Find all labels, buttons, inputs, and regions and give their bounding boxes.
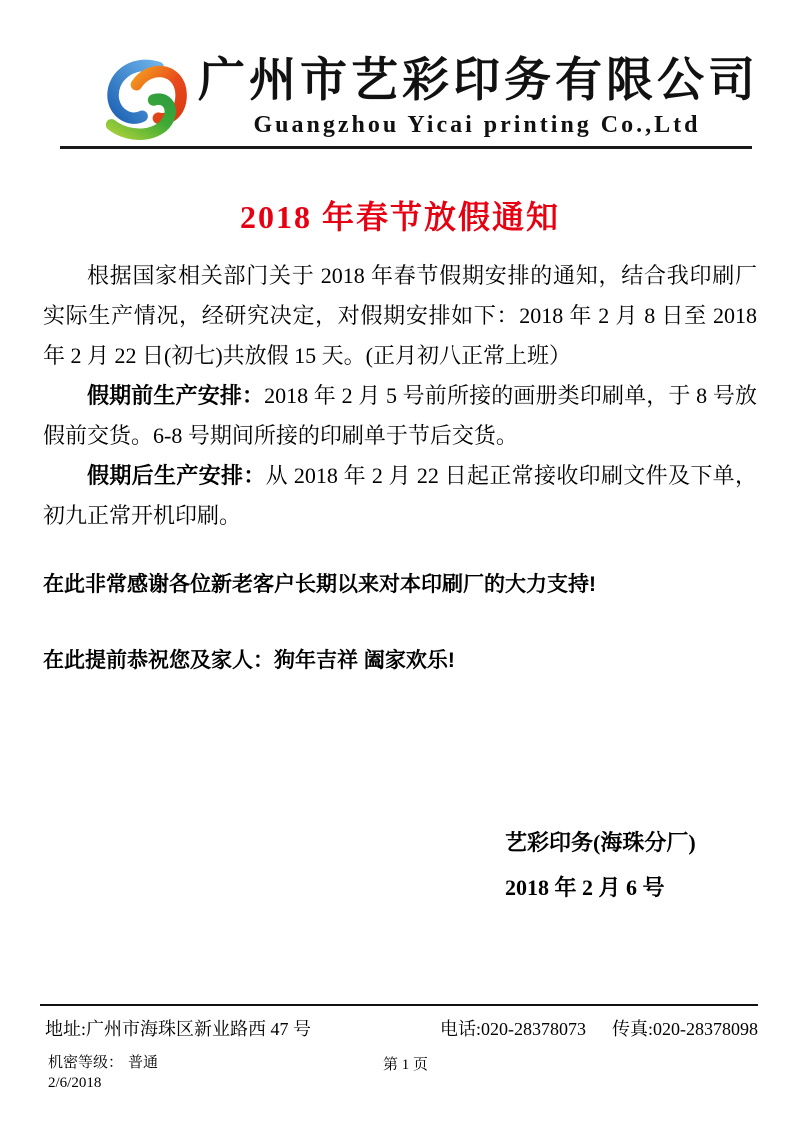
footer-address: 地址:广州市海珠区新业路西 47 号 [45, 1019, 311, 1039]
pre-holiday-label: 假期前生产安排： [87, 383, 265, 408]
company-name-en: Guangzhou Yicai printing Co.,Ltd [253, 111, 701, 138]
footer-contact-group [440, 1016, 758, 1042]
post-holiday-label: 假期后生产安排： [87, 463, 266, 488]
company-logo tri-swirl-icon [100, 57, 190, 143]
pre-holiday-text: 2018 年 2 月 5 号前所接的画册类印刷单，于 8 号放假前交货。6-8 号期间所接的印刷单于节后交货。 [43, 383, 757, 448]
thanks-line: 在此非常感谢各位新老客户长期以来对本印刷厂的大力支持! [43, 573, 596, 596]
footer-contact-row [45, 1016, 758, 1042]
classification-label: 机密等级： [48, 1055, 124, 1071]
signature-name: 艺彩印务(海珠分厂) [505, 830, 696, 855]
post-holiday-text: 从 2018 年 2 月 22 日起正常接收印刷文件及下单，初九正常开机印刷。 [43, 463, 757, 528]
company-name-cn: 广州市艺彩印务有限公司 [198, 55, 759, 107]
pre-holiday-paragraph [43, 376, 757, 456]
notice-title: 2018 年春节放假通知 [239, 199, 560, 235]
footer-fax: 传真:020-28378098 [612, 1019, 758, 1039]
post-holiday-paragraph [43, 456, 757, 536]
classification-value: 普通 [128, 1055, 159, 1071]
classification-line [48, 1054, 158, 1072]
notice-body [43, 256, 757, 536]
company-name-block [198, 55, 759, 139]
footer-divider [40, 1004, 758, 1006]
print-date: 2/6/2018 [48, 1075, 102, 1091]
wishes-line: 在此提前恭祝您及家人：狗年吉祥 阖家欢乐! [43, 649, 455, 672]
footer-phone: 电话:020-28378073 [440, 1019, 586, 1039]
page-number: 第 1 页 [383, 1057, 429, 1073]
intro-paragraph: 根据国家相关部门关于 2018 年春节假期安排的通知，结合我印刷厂实际生产情况，经研究决定，对假期安排如下：2018 年 2 月 8 日至 2018 年 2 月 22 日(初七)共放假 15 天。(正月初八正常上班） [43, 263, 757, 368]
signature-date: 2018 年 2 月 6 号 [505, 875, 665, 900]
header-divider [60, 146, 752, 149]
signature-block [505, 820, 696, 910]
